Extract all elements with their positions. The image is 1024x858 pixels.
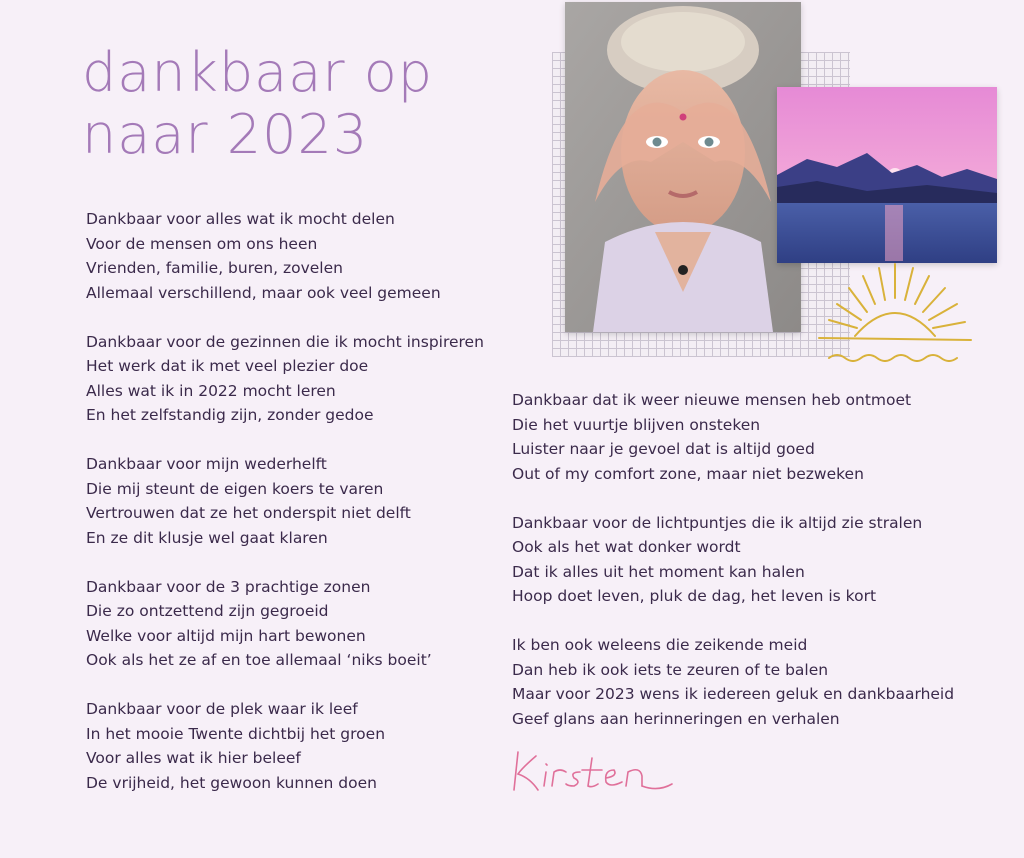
poem-line: En ze dit klusje wel gaat klaren [86, 528, 328, 547]
poem-stanza [512, 511, 992, 609]
poem-line: Dankbaar voor de 3 prachtige zonen [86, 577, 371, 596]
poem-line: Luister naar je gevoel dat is altijd goed [512, 440, 815, 458]
signature [508, 742, 678, 802]
poem-line: Ook als het ze af en toe allemaal ‘niks boeit’ [86, 651, 432, 669]
poem-line: Welke voor altijd mijn hart bewonen [86, 626, 366, 645]
poem-line: Dankbaar voor alles wat ik mocht delen [86, 210, 395, 228]
poem-line: Hoop doet leven, pluk de dag, het leven is kort [512, 587, 877, 605]
poem-line: Vrienden, familie, buren, zovelen [86, 259, 343, 277]
poem-line: Dankbaar voor de gezinnen die ik mocht inspireren [86, 332, 484, 351]
sunset-photo [777, 87, 997, 263]
poem-stanza [512, 633, 992, 731]
poem-line: Die mij steunt de eigen koers te varen [86, 479, 384, 498]
poem-stanza [86, 452, 506, 550]
poem-stanza [86, 207, 506, 305]
poem-line: Het werk dat ik met veel plezier doe [86, 357, 369, 375]
poem-line: Dankbaar dat ik weer nieuwe mensen heb ontmoet [512, 391, 912, 409]
poem-line: Dankbaar voor de plek waar ik leef [86, 700, 358, 718]
poem-line: Die het vuurtje blijven onsteken [512, 415, 761, 434]
poem-line: Out of my comfort zone, maar niet bezweken [512, 464, 864, 483]
poem-line: Dankbaar voor mijn wederhelft [86, 455, 327, 473]
page-title [82, 42, 433, 166]
poem-line: In het mooie Twente dichtbij het groen [86, 724, 386, 743]
poem-line: Voor de mensen om ons heen [86, 234, 318, 253]
poem-line: Allemaal verschillend, maar ook veel gemeen [86, 283, 441, 302]
poem-line: De vrijheid, het gewoon kunnen doen [86, 773, 377, 792]
poem-line: Geef glans aan herinneringen en verhalen [512, 709, 840, 728]
poem-line: Dan heb ik ook iets te zeuren of te balen [512, 660, 829, 679]
poem-line: Maar voor 2023 wens ik iedereen geluk en dankbaarheid [512, 685, 955, 703]
poem-stanza [86, 575, 506, 673]
poem-line: Alles wat ik in 2022 mocht leren [86, 381, 336, 400]
title-line-2: naar 2023 [82, 103, 369, 166]
portrait-photo [565, 2, 801, 332]
title-line-1: dankbaar op [82, 41, 434, 104]
poem-line: Ik ben ook weleens die zeikende meid [512, 636, 808, 654]
poem-line: En het zelfstandig zijn, zonder gedoe [86, 406, 374, 424]
poem-line: Die zo ontzettend zijn gegroeid [86, 602, 329, 620]
poem-line: Dat ik alles uit het moment kan halen [512, 562, 805, 581]
gold-sun-sketch-icon [815, 262, 975, 362]
poem-stanza [86, 697, 506, 795]
poem-line: Dankbaar voor de lichtpuntjes die ik altijd zie stralen [512, 513, 923, 532]
poem-stanza [86, 330, 506, 428]
poem-line: Ook als het wat donker wordt [512, 538, 741, 556]
poem-line: Vertrouwen dat ze het onderspit niet delft [86, 504, 411, 522]
poem-stanza [512, 388, 992, 486]
poem-column-right [512, 388, 992, 756]
poem-column-left [86, 207, 506, 820]
poem-line: Voor alles wat ik hier beleef [86, 749, 301, 767]
